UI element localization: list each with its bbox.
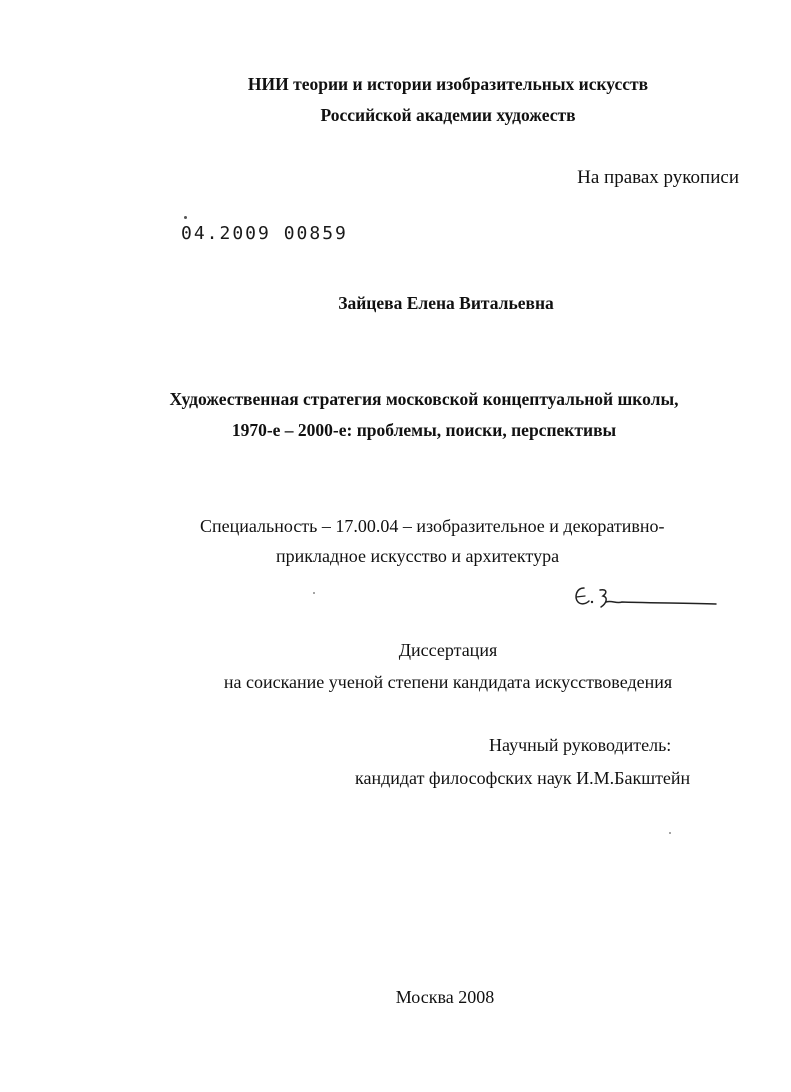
handwritten-signature	[570, 580, 720, 616]
supervisor-name: кандидат философских наук И.М.Бакштейн	[355, 768, 691, 788]
specialty-line1: Специальность – 17.00.04 – изобразительное и декоративно-	[200, 516, 665, 536]
city-year: Москва 2008	[395, 987, 495, 1007]
stamp-speck	[184, 216, 187, 219]
scan-speck	[669, 832, 671, 834]
scan-speck	[313, 592, 315, 594]
manuscript-rights-notice: На правах рукописи	[577, 167, 739, 188]
specialty-line2: прикладное искусство и архитектура	[276, 546, 560, 566]
institute-name-line1: НИИ теории и истории изобразительных искусств	[247, 74, 649, 94]
dissertation-title-line2: 1970-е – 2000-е: проблемы, поиски, перспективы	[231, 420, 617, 440]
institute-name-line2: Российской академии художеств	[320, 105, 576, 125]
dissertation-label: Диссертация	[398, 640, 498, 660]
dissertation-title-line1: Художественная стратегия московской концептуальной школы,	[169, 389, 679, 409]
registration-stamp-code: 04.2009 00859	[181, 223, 348, 244]
author-name: Зайцева Елена Витальевна	[338, 293, 554, 313]
supervisor-label: Научный руководитель:	[489, 735, 672, 755]
degree-purpose: на соискание ученой степени кандидата искусствоведения	[223, 672, 673, 692]
